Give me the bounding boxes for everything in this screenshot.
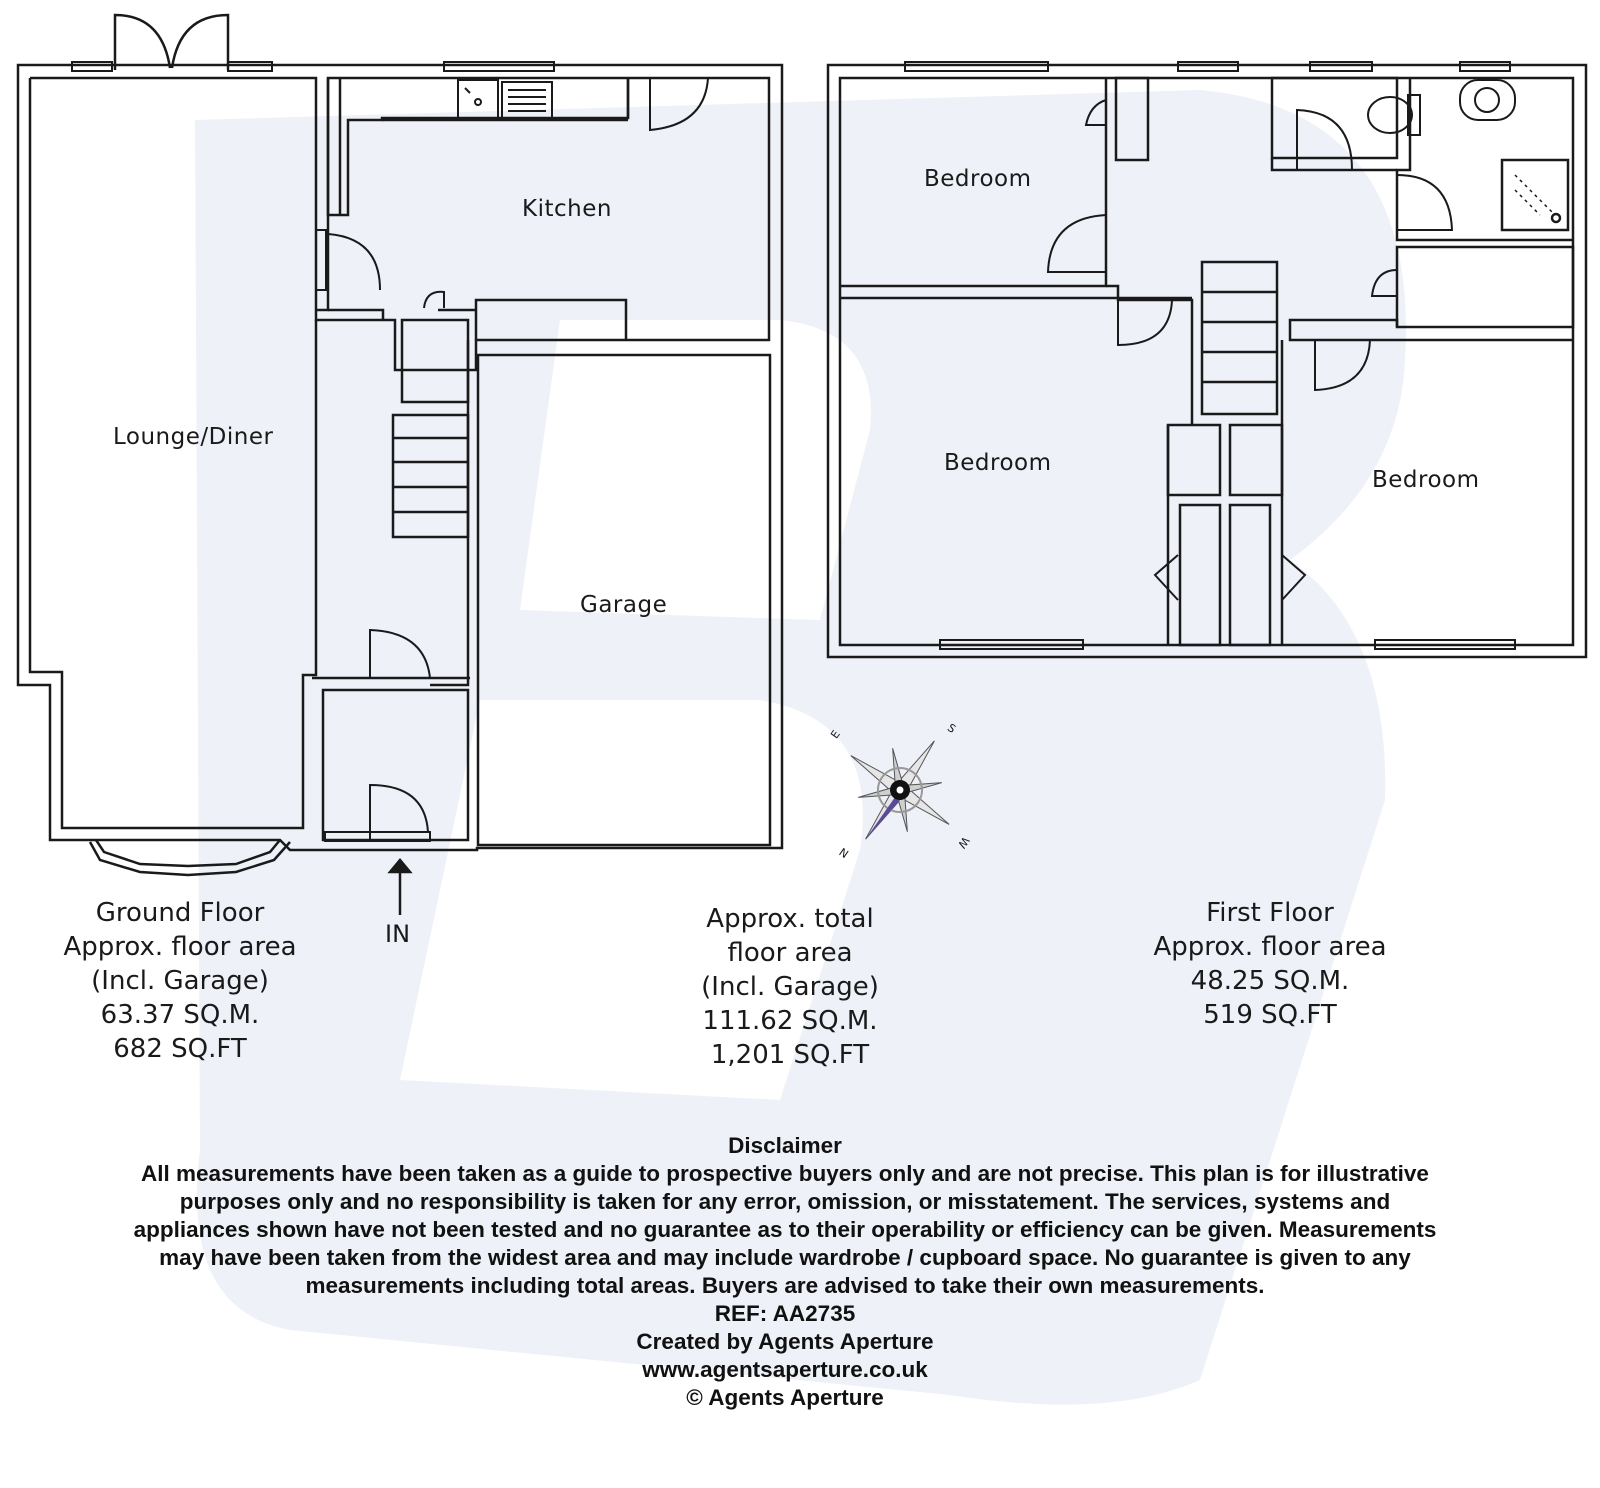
compass-s: S	[944, 721, 959, 736]
disclaimer-heading: Disclaimer	[728, 1133, 842, 1158]
room-label-bedroom-left: Bedroom	[944, 450, 1052, 476]
disclaimer-body: All measurements have been taken as a guide to prospective buyers only and are not precise. This plan is for illustrative purposes only and no responsibility is taken for any error, omission, or misstatement. The services, systems and appliances shown have not been tested and no guarantee as to their operability or efficiency can be given. Measurements may have been taken from the widest area and may include wardrobe / cupboard space. No guarantee is given to any measurements including total areas. Buyers are advised to take their own measurements.	[133, 1161, 1437, 1298]
total-area	[660, 902, 920, 1072]
first-floor-title: First Floor	[1206, 898, 1334, 928]
total-sqft: 1,201 SQ.FT	[710, 1040, 870, 1070]
first-floor-area	[1130, 896, 1410, 1032]
first-floor-sqm: 48.25 SQ.M.	[1190, 966, 1350, 996]
room-label-bedroom-right: Bedroom	[1372, 467, 1480, 493]
disclaimer	[120, 1132, 1450, 1412]
compass-e: E	[828, 727, 843, 742]
reference: REF: AA2735	[714, 1301, 856, 1326]
total-sqm: 111.62 SQ.M.	[702, 1006, 878, 1036]
first-floor-sqft: 519 SQ.FT	[1203, 1000, 1337, 1030]
room-label-bedroom-top: Bedroom	[924, 166, 1032, 192]
toilet-and-basin	[1368, 80, 1515, 135]
ground-floor-title: Ground Floor	[95, 898, 265, 928]
airing-cupboard	[1397, 247, 1573, 327]
ground-floor-area-note: (Incl. Garage)	[91, 966, 269, 996]
room-label-garage: Garage	[580, 592, 668, 618]
website-link[interactable]: www.agentsaperture.co.uk	[642, 1357, 928, 1382]
creator: Created by Agents Aperture	[636, 1329, 934, 1354]
ground-floor-area-label: Approx. floor area	[63, 932, 297, 962]
french-doors	[115, 15, 228, 70]
total-area-line1: Approx. total	[706, 904, 874, 934]
total-area-line2: floor area	[727, 938, 853, 968]
copyright: © Agents Aperture	[686, 1385, 884, 1410]
total-area-note: (Incl. Garage)	[701, 972, 879, 1002]
ground-floor-area	[40, 896, 320, 1066]
first-floor-area-label: Approx. floor area	[1153, 932, 1387, 962]
ground-floor-sqm: 63.37 SQ.M.	[100, 1000, 260, 1030]
ground-floor-sqft: 682 SQ.FT	[113, 1034, 247, 1064]
room-label-lounge: Lounge/Diner	[113, 424, 274, 450]
compass-n: N	[837, 844, 852, 861]
entrance-label: IN	[385, 920, 411, 948]
room-label-kitchen: Kitchen	[522, 196, 612, 222]
compass-w: W	[954, 834, 972, 851]
